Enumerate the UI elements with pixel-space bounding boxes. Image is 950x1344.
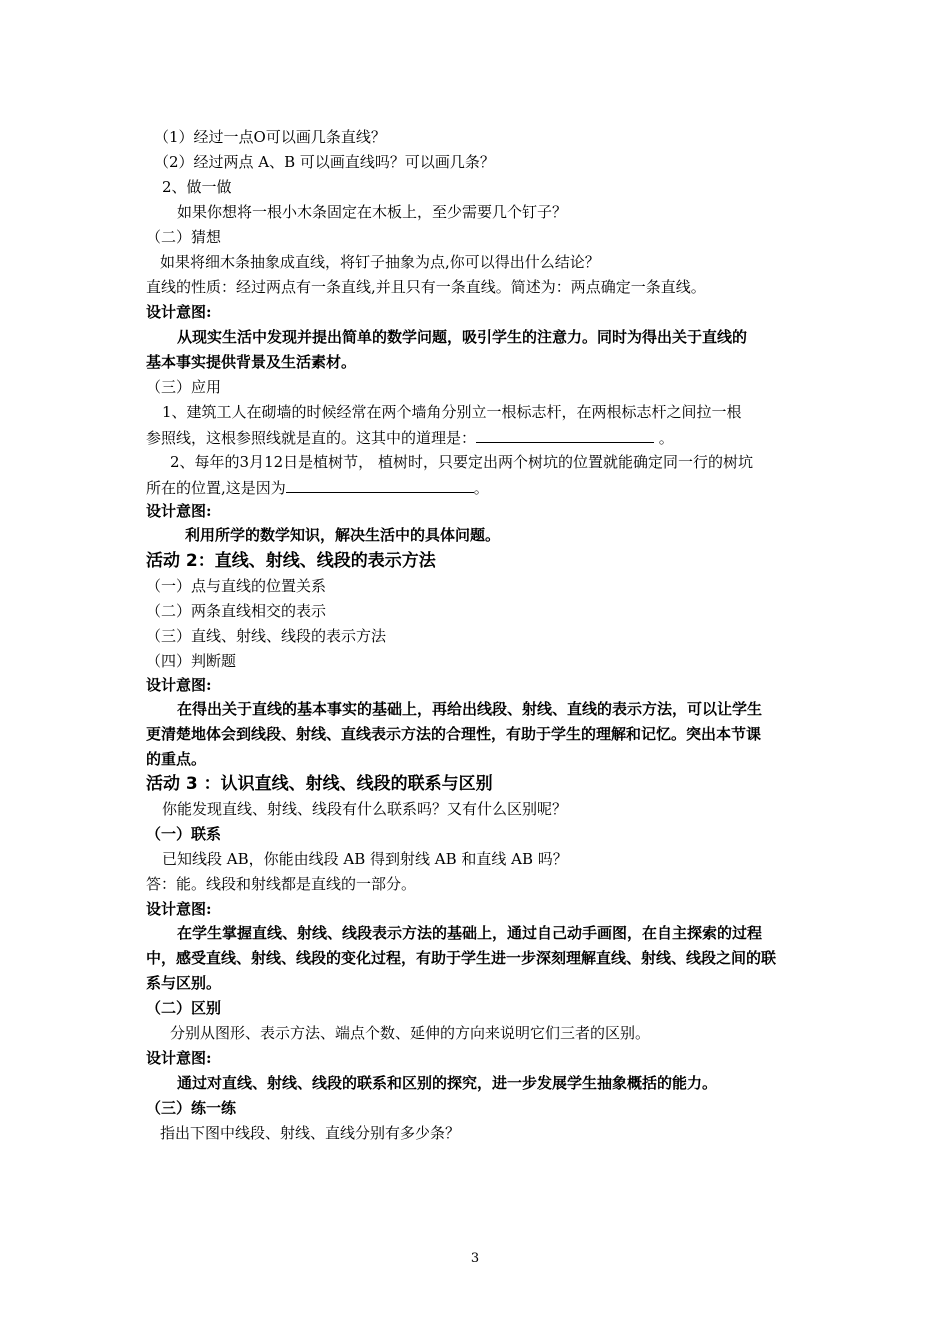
intent-text: 从现实生活中发现并提出简单的数学问题，吸引学生的注意力。同时为得出关于直线的: [177, 328, 748, 346]
activity-3-question: 你能发现直线、射线、线段有什么联系吗？又有什么区别呢？: [162, 800, 568, 818]
difference-text: 分别从图形、表示方法、端点个数、延伸的方向来说明它们三者的区别。: [170, 1024, 651, 1042]
intent-text: 在得出关于直线的基本事实的基础上，再给出线段、射线、直线的表示方法，可以让学生: [177, 700, 763, 718]
link-subheading: （一）联系: [146, 825, 222, 843]
intent-text: 系与区别。: [146, 974, 222, 992]
apply-question-1-text: 参照线，这根参照线就是直的。这其中的道理是：: [146, 429, 477, 447]
page-number: 3: [470, 1251, 480, 1266]
intent-text: 利用所学的数学知识，解决生活中的具体问题。: [185, 526, 501, 544]
section-apply-title: （三）应用: [146, 378, 222, 396]
intent-label: 设计意图:: [146, 502, 212, 520]
answer-blank-1[interactable]: [476, 426, 654, 443]
difference-subheading: （二）区别: [146, 999, 222, 1017]
question-2: （2）经过两点 A、B 可以画直线吗？可以画几条？: [154, 153, 495, 171]
section-do-title: 2、做一做: [162, 178, 232, 196]
section-do-text: 如果你想将一根小木条固定在木板上，至少需要几个钉子？: [177, 203, 568, 221]
link-answer: 答：能。线段和射线都是直线的一部分。: [146, 875, 417, 893]
intent-text: 中，感受直线、射线、线段的变化过程，有助于学生进一步深刻理解直线、射线、线段之间的联: [146, 949, 777, 967]
apply-question-1: 1、建筑工人在砌墙的时候经常在两个墙角分别立一根标志杆，在两根标志杆之间拉一根: [162, 403, 742, 421]
intent-text: 在学生掌握直线、射线、线段表示方法的基础上，通过自己动手画图，在自主探索的过程: [177, 924, 763, 942]
intent-text: 的重点。: [146, 750, 207, 768]
line-property: 直线的性质：经过两点有一条直线,并且只有一条直线。简述为：两点确定一条直线。: [146, 278, 706, 296]
activity-2-item-4: （四）判断题: [146, 652, 237, 670]
apply-question-2-cont: [146, 476, 489, 499]
intent-text: 通过对直线、射线、线段的联系和区别的探究，进一步发展学生抽象概括的能力。: [177, 1074, 718, 1092]
intent-text: 基本事实提供背景及生活素材。: [146, 353, 357, 371]
intent-text: 更清楚地体会到线段、射线、直线表示方法的合理性，有助于学生的理解和记忆。突出本节课: [146, 725, 762, 743]
intent-label: 设计意图:: [146, 676, 212, 694]
activity-2-heading: 活动 2：直线、射线、线段的表示方法: [146, 551, 436, 571]
apply-question-1-cont: [146, 426, 674, 449]
link-question: 已知线段 AB，你能由线段 AB 得到射线 AB 和直线 AB 吗？: [162, 850, 568, 868]
practice-subheading: （三）练一练: [146, 1099, 237, 1117]
activity-2-item-3: （三）直线、射线、线段的表示方法: [146, 627, 387, 645]
activity-2-item-2: （二）两条直线相交的表示: [146, 602, 327, 620]
intent-label: 设计意图:: [146, 1049, 212, 1067]
question-1: （1）经过一点O可以画几条直线？: [154, 128, 386, 146]
answer-blank-2[interactable]: [286, 476, 474, 493]
intent-label: 设计意图:: [146, 900, 212, 918]
intent-label: 设计意图:: [146, 303, 212, 321]
activity-3-heading: 活动 3 ：认识直线、射线、线段的联系与区别: [146, 774, 493, 794]
activity-2-item-1: （一）点与直线的位置关系: [146, 577, 327, 595]
apply-question-2-text: 所在的位置,这是因为: [146, 479, 286, 497]
period: 。: [473, 479, 489, 497]
apply-question-2: 2、每年的3月12日是植树节， 植树时，只要定出两个树坑的位置就能确定同一行的树坑: [170, 453, 753, 471]
period: 。: [658, 429, 674, 447]
section-guess-title: （二）猜想: [146, 228, 222, 246]
section-guess-text: 如果将细木条抽象成直线，将钉子抽象为点,你可以得出什么结论？: [160, 253, 600, 271]
practice-text: 指出下图中线段、射线、直线分别有多少条？: [160, 1124, 461, 1142]
